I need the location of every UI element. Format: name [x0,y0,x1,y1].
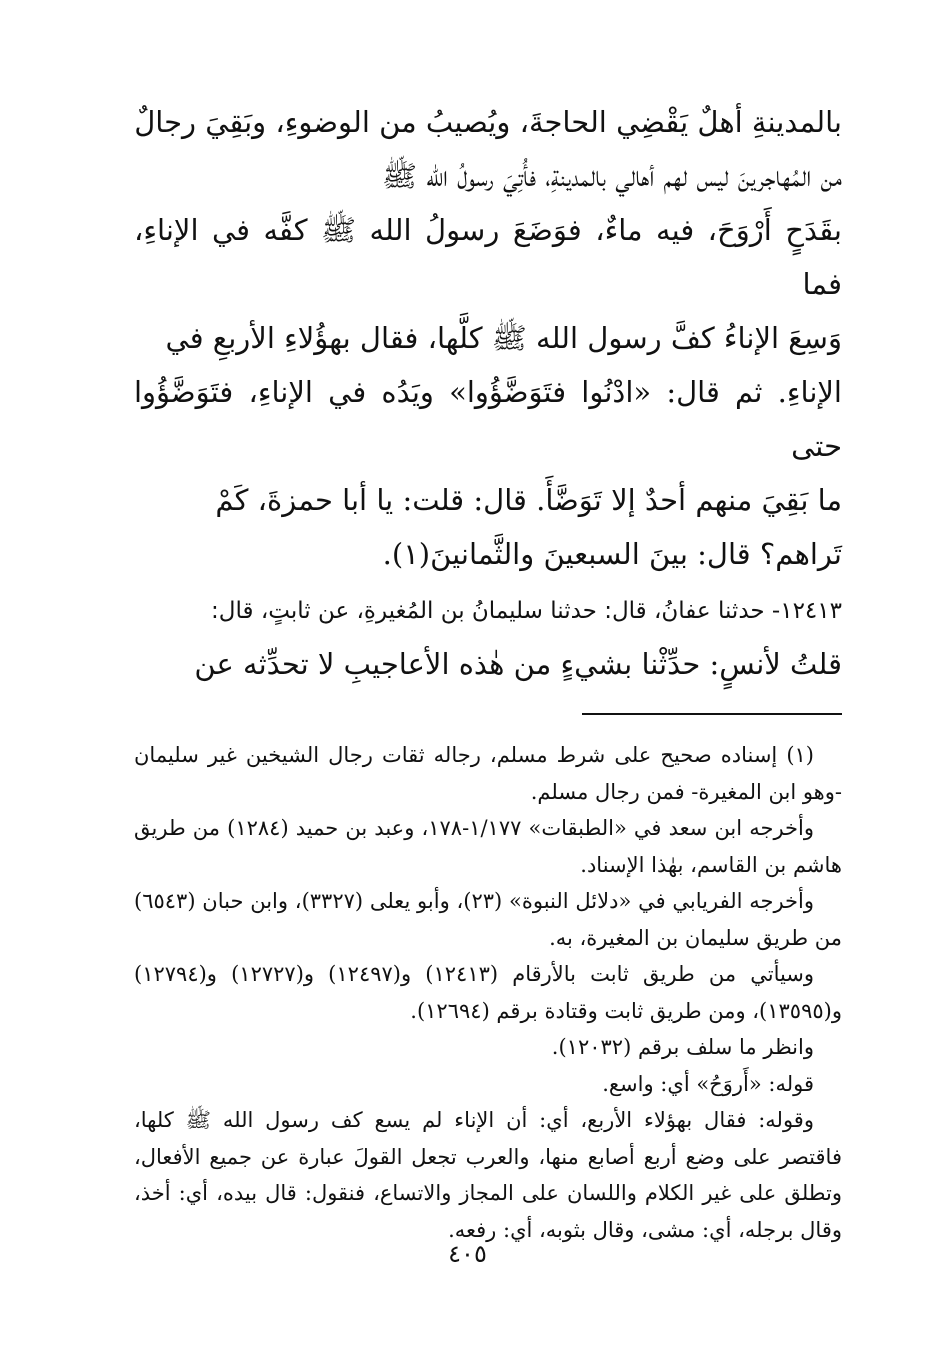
main-text-line: الإناءِ. ثم قال: «ادْنُوا فتَوَضَّؤُوا» ويَدُه في الإناءِ، فتَوَضَّؤُوا حتى [134,375,842,463]
footnote-paragraph: وأخرجه ابن سعد في «الطبقات» ١/١٧٧-١٧٨، وعبد بن حميد (١٢٨٤) من طريق هاشم بن القاسم، بهٰذا الإسناد. [134,816,842,877]
main-text-line: بقَدَحٍ أَرْوَحَ، فيه ماءٌ، فوَضَعَ رسولُ الله ﷺ كفَّه في الإناءِ، فما [134,213,842,301]
main-text [134,95,842,581]
footnote-separator [582,713,842,715]
hadith-start: قلتُ لأنسٍ: حدِّثْنا بشيءٍ من هٰذه الأعاجيبِ لا تحدِّثه عن [194,647,842,681]
footnote-paragraph: (١) إسناده صحيح على شرط مسلم، رجاله ثقات رجال الشيخين غير سليمان -وهو ابن المغيرة- فمن رجال مسلم. [134,743,842,804]
book-page [134,95,842,1248]
footnotes [134,737,842,1248]
main-text-line: ما بَقِيَ منهم أحدٌ إلا تَوَضَّأَ. قال: قلت: يا أبا حمزةَ، كَمْ [215,483,842,517]
main-text-line: بالمدينةِ أهلٌ يَقْضِي الحاجةَ، ويُصيبُ من الوضوءِ، وبَقِيَ رجالٌ [134,105,842,139]
page-number: ٤٠٥ [448,1240,487,1268]
hadith-header: ١٢٤١٣- حدثنا عفانُ، قال: حدثنا سليمانُ بن المُغيرةِ، عن ثابتٍ، قال: [211,598,842,624]
footnote-paragraph: وأخرجه الفريابي في «دلائل النبوة» (٢٣)، وأبو يعلى (٣٣٢٧)، وابن حبان (٦٥٤٣) من طريق سليمان بن المغيرة، به. [134,889,842,950]
main-text-line: من المُهاجرينَ ليس لهم أهالي بالمدينةِ، فأُتِيَ رسولُ الله ﷺ [381,159,842,193]
main-text-line: تَراهم؟ قال: بينَ السبعينَ والثَّمانينَ(١). [382,537,842,571]
footnote-paragraph: وسيأتي من طريق ثابت بالأرقام (١٢٤١٣) و(١٢٤٩٧) و(١٢٧٢٧) و(١٢٧٩٤) و(١٣٥٩٥)، ومن طريق ثابت وقتادة برقم (١٢٦٩٤). [134,962,842,1023]
footnote-paragraph: قوله: «أَروَحُ» أي: واسع. [602,1071,814,1096]
main-text-line: وَسِعَ الإناءُ كفَّ رسول الله ﷺ كلَّها، فقال بهؤُلاءِ الأربعِ في [165,321,842,355]
footnote-paragraph: وانظر ما سلف برقم (١٢٠٣٢). [551,1035,814,1059]
footnote-paragraph: وقوله: فقال بهؤلاء الأربع، أي: أن الإناء لم يسع كف رسول الله ﷺ كلها، فاقتصر على وضع أربع أصابع منها، والعرب تجعل القولَ عبارة عن جميع الأفعال، وتطلق على غير الكلام واللسان على المجاز والاتساع، فنقول: قال بيده، أي: أخذ، وقال برجله، أي: مشى، وقال بثوبه، أي: رفعه. [134,1108,842,1242]
